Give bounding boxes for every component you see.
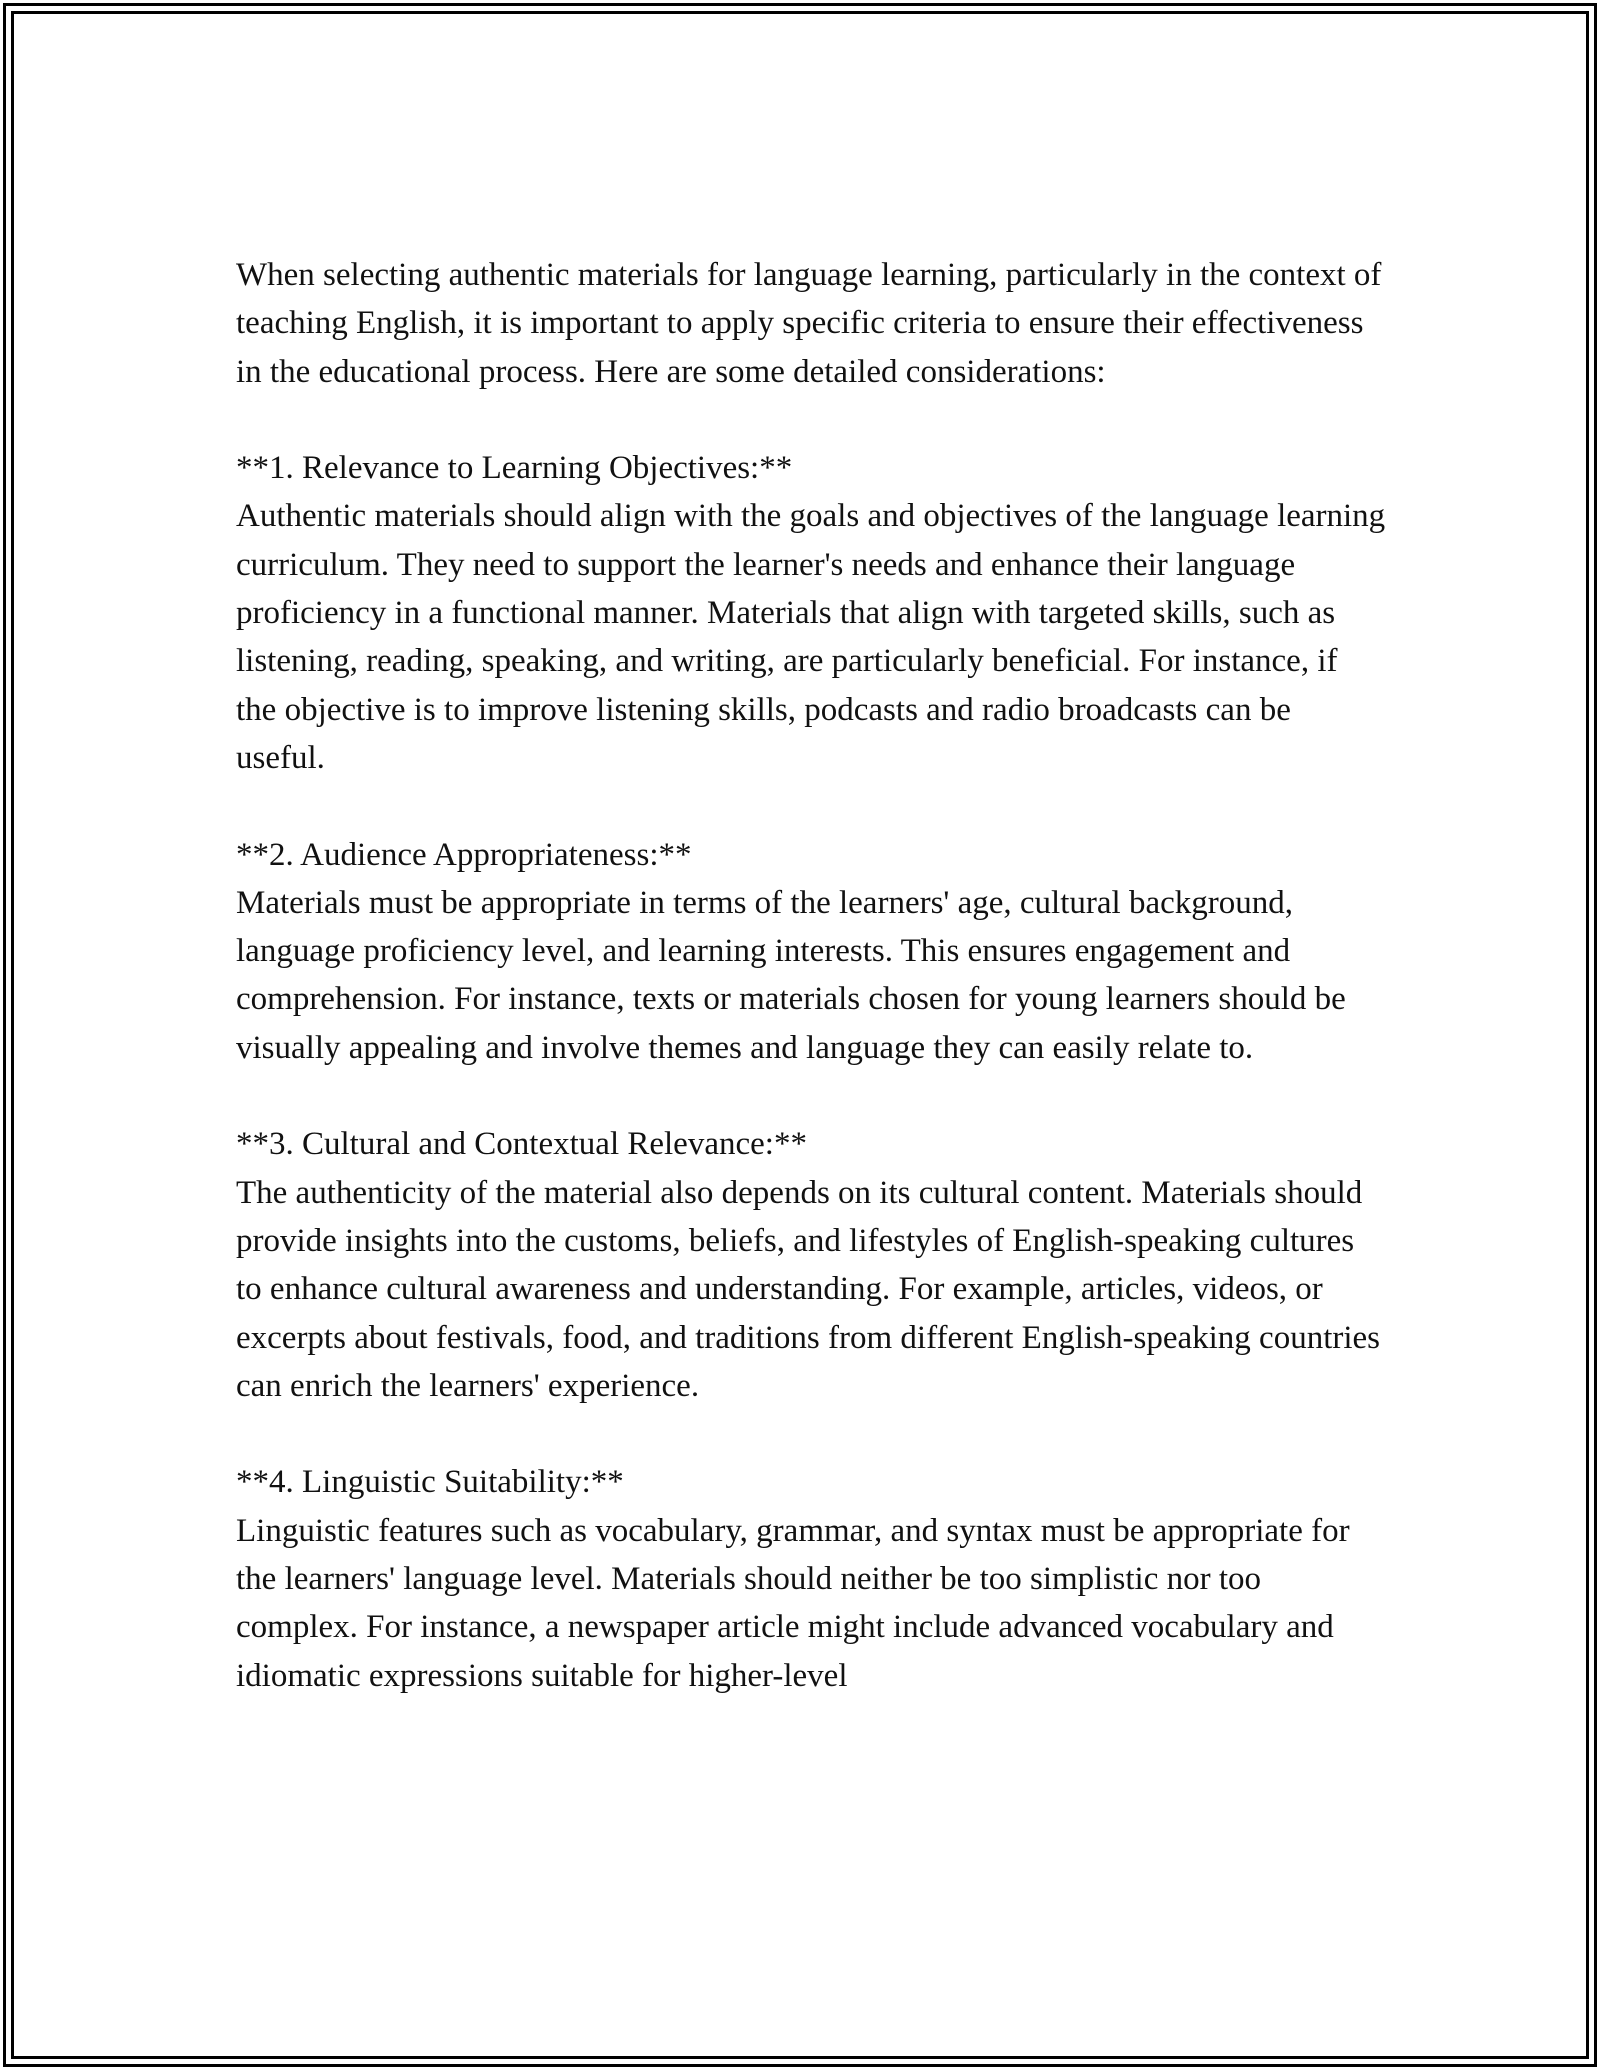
section-1 — [236, 444, 1386, 782]
section-heading: **1. Relevance to Learning Objectives:** — [236, 450, 793, 487]
section-heading: **2. Audience Appropriateness:** — [236, 836, 692, 873]
section-2 — [236, 831, 1386, 1072]
section-heading: **4. Linguistic Suitability:** — [236, 1464, 624, 1501]
document-body — [236, 251, 1386, 1748]
section-3 — [236, 1120, 1386, 1410]
section-body: The authenticity of the material also depends on its cultural content. Materials should provide insights into the customs, beliefs, and lifestyles of English-speaking cultures to enhance cultural awareness and understanding. For example, articles, videos, or excerpts about festivals, food, and traditions from different English-speaking countries can enrich the learners' experience. — [236, 1174, 1381, 1404]
section-body: Materials must be appropriate in terms of the learners' age, cultural background, language proficiency level, and learning interests. This ensures engagement and comprehension. For instance, texts or materials chosen for young learners should be visually appealing and involve themes and language they can easily relate to. — [236, 884, 1346, 1066]
section-heading: **3. Cultural and Contextual Relevance:** — [236, 1126, 807, 1163]
section-body: Authentic materials should align with the goals and objectives of the language learning curriculum. They need to support the learner's needs and enhance their language proficiency in a functional manner. Materials that align with targeted skills, such as listening, reading, speaking, and writing, are particularly beneficial. For instance, if the objective is to improve listening skills, podcasts and radio broadcasts can be useful. — [236, 498, 1386, 776]
section-body: Linguistic features such as vocabulary, grammar, and syntax must be appropriate for the learners' language level. Materials should neither be too simplistic nor too complex. For instance, a newspaper article might include advanced vocabulary and idiomatic expressions suitable for higher-level — [236, 1512, 1350, 1694]
intro-paragraph: When selecting authentic materials for language learning, particularly in the context of teaching English, it is important to apply specific criteria to ensure their effectiveness in the educational process. Here are some detailed considerations: — [236, 257, 1382, 390]
section-4 — [236, 1458, 1386, 1699]
